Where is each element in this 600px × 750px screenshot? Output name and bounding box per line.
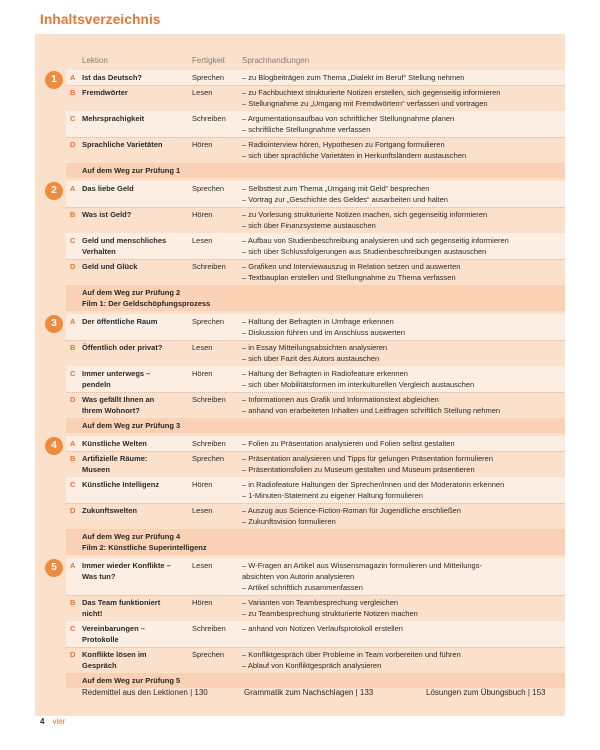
- lesson-row: [66, 647, 565, 673]
- lesson-actions: [242, 113, 560, 135]
- exam-prep-row: [66, 418, 565, 433]
- chapter-badge: 1: [45, 71, 63, 89]
- lesson-row: [66, 503, 565, 529]
- lesson-letter: A: [70, 317, 76, 326]
- lesson-actions: [242, 394, 560, 416]
- lesson-letter: D: [70, 140, 76, 149]
- lesson-row: [66, 207, 565, 233]
- lesson-action-line: – Stellungnahme zu „Umgang mit Fremdwörtern“ verfassen und vortragen: [242, 99, 488, 108]
- lesson-title-line: Immer wieder Konflikte –: [82, 561, 171, 570]
- lesson-action-line: – Informationen aus Grafik und Informationstext abgleichen: [242, 395, 439, 404]
- lesson-skill: Lesen: [192, 88, 213, 97]
- lesson-title: [82, 649, 188, 671]
- exam-prep-row: [66, 163, 565, 178]
- exam-prep-line: Auf dem Weg zur Prüfung 1: [82, 166, 181, 175]
- lesson-title-line: Was tun?: [82, 572, 116, 581]
- lesson-actions: [242, 368, 560, 390]
- lesson-title-line: Was gefällt Ihnen an: [82, 395, 155, 404]
- lesson-letter: B: [70, 88, 76, 97]
- lesson-action-line: – sich über Schlussfolgerungen aus Studienbeschreibungen austauschen: [242, 247, 487, 256]
- lesson-action-line: – zu Vorlesung strukturierte Notizen machen, sich gegenseitig informieren: [242, 210, 488, 219]
- lesson-title-line: Zukunftswelten: [82, 506, 138, 515]
- lesson-skill: Schreiben: [192, 439, 226, 448]
- lesson-row: [66, 111, 565, 137]
- lesson-title-line: Vereinbarungen –: [82, 624, 145, 633]
- chapter-badge: 3: [45, 315, 63, 333]
- lesson-actions: [242, 183, 560, 205]
- page-number-word: vier: [52, 717, 66, 726]
- lesson-row: [66, 595, 565, 621]
- lesson-skill: Hören: [192, 598, 213, 607]
- lesson-action-line: – Auszug aus Science-Fiction-Roman für Jugendliche erschließen: [242, 506, 461, 515]
- lesson-skill: Sprechen: [192, 650, 225, 659]
- lesson-skill: Lesen: [192, 561, 213, 570]
- lesson-action-line: – Argumentationsaufbau von schriftlicher Stellungnahme planen: [242, 114, 455, 123]
- lesson-title-line: Museen: [82, 465, 110, 474]
- lesson-action-line: – zu Fachbuchtext strukturierte Notizen erstellen, sich gegenseitig informieren: [242, 88, 501, 97]
- chapter-badge: 4: [45, 437, 63, 455]
- lesson-letter: A: [70, 439, 76, 448]
- lesson-action-line: – Grafiken und Interviewauszug in Relation setzen und auswerten: [242, 262, 461, 271]
- lesson-letter: D: [70, 650, 76, 659]
- lesson-title-line: Der öffentliche Raum: [82, 317, 158, 326]
- lesson-action-line: – zu Teambesprechung strukturierte Notizen machen: [242, 609, 418, 618]
- lesson-title-line: Artifizielle Räume:: [82, 454, 148, 463]
- lesson-action-line: – sich über Fazit des Autors austauschen: [242, 354, 380, 363]
- lesson-title: [82, 438, 188, 449]
- lesson-action-line: – sich über sprachliche Varietäten in Herkunftsländern austauschen: [242, 151, 467, 160]
- lesson-letter: D: [70, 262, 76, 271]
- page-number-digit: 4: [40, 717, 45, 726]
- chapter-badge: 2: [45, 182, 63, 200]
- lesson-title: [82, 113, 188, 124]
- lesson-title-line: Gespräch: [82, 661, 117, 670]
- lesson-action-line: – Präsentation analysieren und Tipps für gelungen Präsentation formulieren: [242, 454, 493, 463]
- lesson-letter: D: [70, 395, 76, 404]
- lesson-actions: [242, 453, 560, 475]
- lesson-letter: C: [70, 480, 76, 489]
- exam-prep-line: Auf dem Weg zur Prüfung 5: [82, 676, 181, 685]
- exam-prep-line: Auf dem Weg zur Prüfung 4: [82, 532, 181, 541]
- lesson-skill: Sprechen: [192, 454, 225, 463]
- lesson-title: [82, 261, 188, 272]
- lesson-title-line: Ihrem Wohnort?: [82, 406, 140, 415]
- lesson-row: [66, 392, 565, 418]
- lesson-action-line: – anhand von Notizen Verlaufsprotokoll erstellen: [242, 624, 403, 633]
- lesson-title-line: Fremdwörter: [82, 88, 128, 97]
- lesson-title: [82, 560, 188, 582]
- lesson-action-line: – sich über Mobilitätsformen im interkulturellen Vergleich austauschen: [242, 380, 475, 389]
- lesson-actions: [242, 438, 560, 449]
- lesson-actions: [242, 235, 560, 257]
- lesson-letter: D: [70, 506, 76, 515]
- lesson-title-line: pendeln: [82, 380, 111, 389]
- lesson-action-line: – in Radiofeature Haltungen der Sprecher/innen und der Moderatorin erkennen: [242, 480, 505, 489]
- lesson-letter: A: [70, 561, 76, 570]
- lesson-action-line: – Zukunftsvision formulieren: [242, 517, 336, 526]
- lesson-action-line: – Folien zu Präsentation analysieren und Folien selbst gestalten: [242, 439, 455, 448]
- lesson-actions: [242, 479, 560, 501]
- lesson-skill: Schreiben: [192, 114, 226, 123]
- lesson-actions: [242, 139, 560, 161]
- lesson-actions: [242, 87, 560, 109]
- lesson-skill: Sprechen: [192, 73, 225, 82]
- lesson-title-line: Immer unterwegs –: [82, 369, 151, 378]
- lesson-actions: [242, 209, 560, 231]
- lesson-action-line: – zu Blogbeiträgen zum Thema „Dialekt im Beruf“ Stellung nehmen: [242, 73, 465, 82]
- lesson-row: [66, 137, 565, 163]
- lesson-row: [66, 259, 565, 285]
- lesson-skill: Schreiben: [192, 262, 226, 271]
- lesson-skill: Lesen: [192, 236, 213, 245]
- lesson-title: [82, 235, 188, 257]
- lesson-title-line: Mehrsprachigkeit: [82, 114, 145, 123]
- lesson-actions: [242, 505, 560, 527]
- lesson-title-line: Künstliche Intelligenz: [82, 480, 160, 489]
- footer-redemittel: Redemittel aus den Lektionen | 130: [82, 688, 208, 697]
- header-sprachhandlungen: Sprachhandlungen: [242, 56, 310, 65]
- lesson-letter: A: [70, 184, 76, 193]
- lesson-title: [82, 505, 188, 516]
- lesson-title-line: Geld und menschliches: [82, 236, 167, 245]
- header-lektion: Lektion: [82, 56, 108, 65]
- lesson-skill: Sprechen: [192, 317, 225, 326]
- chapter-badge: 5: [45, 559, 63, 577]
- lesson-action-line: – Haltung der Befragten in Radiofeature erkennen: [242, 369, 408, 378]
- lesson-skill: Hören: [192, 480, 213, 489]
- lesson-skill: Schreiben: [192, 624, 226, 633]
- lesson-row: [66, 477, 565, 503]
- lesson-actions: [242, 261, 560, 283]
- exam-prep-row: [66, 673, 565, 688]
- lesson-row: [66, 558, 565, 595]
- lesson-title-line: Geld und Glück: [82, 262, 138, 271]
- lesson-action-line: – Artikel schriftlich zusammenfassen: [242, 583, 363, 592]
- lesson-action-line: – Textbauplan erstellen und Stellungnahme zu Thema verfassen: [242, 273, 456, 282]
- lesson-row: [66, 233, 565, 259]
- lesson-action-line: – Präsentationsfolien zu Museum gestalten und Museum präsentieren: [242, 465, 475, 474]
- lesson-actions: [242, 560, 560, 593]
- lesson-actions: [242, 316, 560, 338]
- lesson-title: [82, 623, 188, 645]
- lesson-action-line: – Aufbau von Studienbeschreibung analysieren und sich gegenseitig informieren: [242, 236, 509, 245]
- lesson-row: [66, 181, 565, 207]
- lesson-title: [82, 597, 188, 619]
- page-title: Inhaltsverzeichnis: [40, 12, 161, 27]
- lesson-actions: [242, 649, 560, 671]
- lesson-title-line: Öffentlich oder privat?: [82, 343, 163, 352]
- lesson-action-line: – in Essay Mitteilungsabsichten analysieren: [242, 343, 388, 352]
- footer-grammatik: Grammatik zum Nachschlagen | 133: [244, 688, 374, 697]
- lesson-action-line: – 1-Minuten-Statement zu eigener Haltung formulieren: [242, 491, 423, 500]
- lesson-action-line: – Ablauf von Konfliktgespräch analysieren: [242, 661, 382, 670]
- lesson-action-line: – sich über Finanzsysteme austauschen: [242, 221, 376, 230]
- lesson-row: [66, 70, 565, 85]
- lesson-skill: Hören: [192, 140, 213, 149]
- lesson-actions: [242, 72, 560, 83]
- lesson-title: [82, 316, 188, 327]
- page-number: [40, 717, 65, 726]
- exam-prep-line: Film 2: Künstliche Superintelligenz: [82, 543, 207, 552]
- lesson-letter: C: [70, 114, 76, 123]
- lesson-title: [82, 394, 188, 416]
- header-fertigkeit: Fertigkeit: [192, 56, 225, 65]
- lesson-title: [82, 479, 188, 490]
- lesson-action-line: – Varianten von Teambesprechung vergleichen: [242, 598, 399, 607]
- lesson-skill: Hören: [192, 210, 213, 219]
- lesson-letter: A: [70, 73, 76, 82]
- lesson-row: [66, 340, 565, 366]
- lesson-letter: B: [70, 598, 76, 607]
- lesson-action-line: – schriftliche Stellungnahme verfassen: [242, 125, 371, 134]
- lesson-actions: [242, 623, 560, 634]
- lesson-title: [82, 139, 188, 150]
- lesson-letter: C: [70, 236, 76, 245]
- lesson-title-line: nicht!: [82, 609, 103, 618]
- exam-prep-row: [66, 285, 565, 311]
- lesson-letter: C: [70, 624, 76, 633]
- lesson-title-line: Verhalten: [82, 247, 116, 256]
- lesson-title: [82, 183, 188, 194]
- exam-prep-line: Film 1: Der Geldschöpfungsprozess: [82, 299, 211, 308]
- lesson-action-line: – Vortrag zur „Geschichte des Geldes“ ausarbeiten und halten: [242, 195, 448, 204]
- lesson-title-line: Konflikte lösen im: [82, 650, 147, 659]
- lesson-title-line: Ist das Deutsch?: [82, 73, 143, 82]
- lesson-title: [82, 72, 188, 83]
- lesson-title-line: Das Team funktioniert: [82, 598, 161, 607]
- lesson-action-line: absichten von Autorin analysieren: [242, 572, 355, 581]
- lesson-title: [82, 342, 188, 353]
- lesson-skill: Lesen: [192, 506, 213, 515]
- lesson-action-line: – Radiointerview hören, Hypothesen zu Fortgang formulieren: [242, 140, 445, 149]
- lesson-action-line: – anhand von erarbeiteten Inhalten und Leitfragen schriftlich Stellung nehmen: [242, 406, 501, 415]
- lesson-skill: Hören: [192, 369, 213, 378]
- lesson-letter: B: [70, 454, 76, 463]
- exam-prep-line: Auf dem Weg zur Prüfung 3: [82, 421, 181, 430]
- lesson-title: [82, 87, 188, 98]
- exam-prep-row: [66, 529, 565, 555]
- lesson-actions: [242, 597, 560, 619]
- lesson-skill: Sprechen: [192, 184, 225, 193]
- lesson-skill: Lesen: [192, 343, 213, 352]
- lesson-action-line: – Haltung der Befragten in Umfrage erkennen: [242, 317, 394, 326]
- lesson-row: [66, 436, 565, 451]
- lesson-letter: B: [70, 210, 76, 219]
- lesson-action-line: – Selbsttest zum Thema „Umgang mit Geld“ besprechen: [242, 184, 430, 193]
- lesson-title-line: Das liebe Geld: [82, 184, 134, 193]
- footer-loesungen: Lösungen zum Übungsbuch | 153: [426, 688, 546, 697]
- lesson-row: [66, 366, 565, 392]
- lesson-title: [82, 368, 188, 390]
- lesson-skill: Schreiben: [192, 395, 226, 404]
- lesson-action-line: – W-Fragen an Artikel aus Wissensmagazin formulieren und Mitteilungs-: [242, 561, 482, 570]
- lesson-letter: C: [70, 369, 76, 378]
- lesson-row: [66, 621, 565, 647]
- lesson-title-line: Sprachliche Varietäten: [82, 140, 163, 149]
- lesson-action-line: – Diskussion führen und im Anschluss auswerten: [242, 328, 406, 337]
- lesson-title-line: Protokolle: [82, 635, 119, 644]
- lesson-row: [66, 451, 565, 477]
- lesson-letter: B: [70, 343, 76, 352]
- lesson-title: [82, 209, 188, 220]
- lesson-action-line: – Konfliktgespräch über Probleme in Team vorbereiten und führen: [242, 650, 461, 659]
- lesson-actions: [242, 342, 560, 364]
- lesson-title-line: Was ist Geld?: [82, 210, 132, 219]
- lesson-title: [82, 453, 188, 475]
- lesson-title-line: Künstliche Welten: [82, 439, 147, 448]
- lesson-row: [66, 314, 565, 340]
- exam-prep-line: Auf dem Weg zur Prüfung 2: [82, 288, 181, 297]
- lesson-row: [66, 85, 565, 111]
